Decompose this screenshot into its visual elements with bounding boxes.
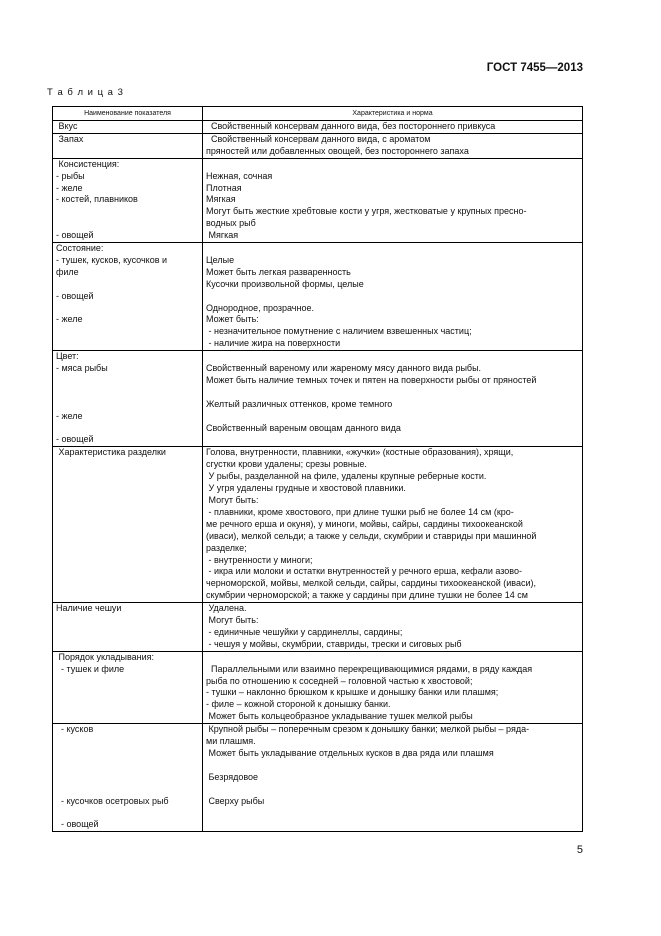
cell-line: - тушек и филе bbox=[56, 663, 125, 674]
cell-line: - икра или молоки и остатки внутренностей у речного ерша, кефали азово- bbox=[206, 566, 522, 577]
indicator-value-cell bbox=[203, 133, 583, 158]
cell-line: Вкус bbox=[56, 121, 78, 131]
cell-line: - плавники, кроме хвостового, при длине тушки рыб не более 14 см (кро- bbox=[206, 506, 514, 517]
cell-line: - мяса рыбы bbox=[56, 363, 108, 374]
indicator-name-cell bbox=[53, 243, 203, 351]
cell-line bbox=[56, 807, 199, 819]
cell-line: - костей, плавников bbox=[56, 194, 138, 205]
cell-line bbox=[56, 760, 199, 772]
cell-line: филе bbox=[56, 266, 79, 277]
table-row bbox=[53, 158, 583, 242]
cell-line: - кусков bbox=[56, 724, 94, 735]
cell-line: Голова, внутренности, плавники, «жучки» (костные образования), хрящи, bbox=[206, 447, 514, 458]
indicator-name-cell bbox=[53, 133, 203, 158]
table-row bbox=[53, 243, 583, 351]
cell-line: Может быть кольцеобразное укладывание тушек мелкой рыбы bbox=[206, 711, 473, 722]
cell-line: Могут быть жесткие хребтовые кости у угря, жестковатые у крупных пресно- bbox=[206, 206, 527, 217]
indicator-value-cell bbox=[203, 603, 583, 652]
indicators-table bbox=[52, 106, 583, 832]
indicator-name-cell bbox=[53, 724, 203, 832]
indicator-name-cell bbox=[53, 603, 203, 652]
cell-line: - наличие жира на поверхности bbox=[206, 338, 341, 349]
indicator-value-cell bbox=[203, 724, 583, 832]
cell-line bbox=[56, 338, 199, 350]
indicator-value-cell bbox=[203, 243, 583, 351]
column-header-name: Наименование показателя bbox=[53, 107, 203, 121]
standard-number: ГОСТ 7455—2013 bbox=[486, 62, 583, 74]
cell-line bbox=[56, 699, 199, 711]
cell-line: водных рыб bbox=[206, 218, 256, 229]
page-number: 5 bbox=[576, 844, 583, 856]
indicator-name-cell bbox=[53, 351, 203, 447]
cell-line: скумбрии черноморской; а также у сардины при длине тушки не более 14 см bbox=[206, 590, 528, 601]
cell-line: - тушки – наклонно брюшком к крышке и донышку банки или плашмя; bbox=[206, 687, 499, 698]
cell-line: Крупной рыбы – поперечным срезом к донышку банки; мелкой рыбы – ряда- bbox=[206, 724, 530, 735]
cell-line: (иваси), мелкой сельди; а также у сельди, скумбрии и ставриды при машинной bbox=[206, 530, 537, 541]
cell-line bbox=[206, 819, 579, 831]
cell-line: Может быть: bbox=[206, 314, 259, 325]
cell-line: Свойственный вареным овощам данного вида bbox=[206, 422, 401, 433]
table-row bbox=[53, 351, 583, 447]
table-row bbox=[53, 603, 583, 652]
cell-line bbox=[56, 375, 199, 387]
cell-line bbox=[56, 218, 199, 230]
indicator-name-cell bbox=[53, 158, 203, 242]
cell-line: Желтый различных оттенков, кроме темного bbox=[206, 398, 393, 409]
cell-line: разделке; bbox=[206, 542, 247, 553]
cell-line: У рыбы, разделанной на филе, удалены крупные реберные кости. bbox=[206, 471, 487, 482]
cell-line: Однородное, прозрачное. bbox=[206, 302, 314, 313]
cell-line: - желе bbox=[56, 410, 83, 421]
cell-line: Нежная, сочная bbox=[206, 170, 273, 181]
cell-line: - кусочков осетровых рыб bbox=[56, 795, 169, 806]
cell-line bbox=[56, 676, 199, 688]
cell-line: Мягкая bbox=[206, 230, 239, 241]
cell-line: Мягкая bbox=[206, 194, 236, 205]
cell-line: Запах bbox=[56, 133, 84, 144]
table-row bbox=[53, 121, 583, 134]
cell-line: - единичные чешуйки у сардинеллы, сардины; bbox=[206, 626, 403, 637]
cell-line: - внутренности у миноги; bbox=[206, 554, 313, 565]
cell-line: Консистенция: bbox=[56, 158, 120, 169]
cell-line bbox=[56, 206, 199, 218]
cell-line bbox=[56, 687, 199, 699]
cell-line: Свойственный консервам данного вида, с ароматом bbox=[206, 133, 431, 144]
cell-line bbox=[206, 808, 579, 820]
table-body bbox=[53, 121, 583, 832]
cell-line bbox=[56, 748, 199, 760]
cell-line: Порядок укладывания: bbox=[56, 651, 155, 662]
cell-line bbox=[206, 784, 579, 796]
cell-line: Безрядовое bbox=[206, 771, 259, 782]
cell-line: Удалена. bbox=[206, 603, 247, 614]
cell-line bbox=[206, 434, 579, 446]
cell-line: Свойственный консервам данного вида, без постороннего привкуса bbox=[206, 121, 496, 131]
indicator-value-cell bbox=[203, 447, 583, 603]
cell-line: Характеристика разделки bbox=[56, 447, 166, 458]
cell-line bbox=[206, 387, 579, 399]
cell-line: - рыбы bbox=[56, 170, 85, 181]
table-row bbox=[53, 724, 583, 832]
cell-line bbox=[56, 399, 199, 411]
cell-line: - чешуя у мойвы, скумбрии, ставриды, трески и сиговых рыб bbox=[206, 638, 462, 649]
cell-line: - овощей bbox=[56, 819, 99, 830]
cell-line: Целые bbox=[206, 254, 235, 265]
cell-line: Могут быть: bbox=[206, 494, 259, 505]
cell-line: - тушек, кусков, кусочков и bbox=[56, 254, 168, 265]
cell-line: Состояние: bbox=[56, 243, 104, 254]
cell-line: Цвет: bbox=[56, 351, 79, 362]
cell-line: - овощей bbox=[56, 290, 94, 301]
indicator-name-cell bbox=[53, 447, 203, 603]
cell-line bbox=[56, 423, 199, 435]
cell-line: Кусочки произвольной формы, целые bbox=[206, 278, 364, 289]
indicator-value-cell bbox=[203, 158, 583, 242]
cell-line bbox=[206, 760, 579, 772]
table-header-row bbox=[53, 107, 583, 121]
cell-line bbox=[206, 351, 579, 363]
cell-line bbox=[56, 326, 199, 338]
indicator-name-cell bbox=[53, 121, 203, 134]
cell-line bbox=[206, 291, 579, 303]
cell-line: Параллельными или взаимно перекрещивающимися рядами, в ряду каждая bbox=[206, 663, 533, 674]
cell-line: У угря удалены грудные и хвостовой плавники. bbox=[206, 483, 406, 494]
cell-line: Свойственный вареному или жареному мясу данного вида рыбы. bbox=[206, 363, 482, 374]
cell-line bbox=[56, 303, 199, 315]
cell-line bbox=[56, 772, 199, 784]
cell-line: ме речного ерша и окуня), у миноги, мойвы, сайры, сардины тихоокеанской bbox=[206, 518, 523, 529]
cell-line: рыба по отношению к соседней – головной частью к хвостовой; bbox=[206, 675, 473, 686]
indicator-value-cell bbox=[203, 121, 583, 134]
cell-line: Могут быть: bbox=[206, 615, 259, 626]
cell-line: - филе – кожной стороной к донышку банки. bbox=[206, 699, 391, 710]
cell-line: - овощей bbox=[56, 230, 94, 241]
cell-line: Может быть наличие темных точек и пятен на поверхности рыбы от пряностей bbox=[206, 374, 537, 385]
column-header-value: Характеристика и норма bbox=[203, 107, 583, 121]
cell-line: Плотная bbox=[206, 182, 242, 193]
cell-line: Сверху рыбы bbox=[206, 795, 265, 806]
indicator-value-cell bbox=[203, 651, 583, 723]
cell-line bbox=[56, 387, 199, 399]
indicator-value-cell bbox=[203, 351, 583, 447]
indicator-name-cell bbox=[53, 651, 203, 723]
table-row bbox=[53, 651, 583, 723]
table-row bbox=[53, 133, 583, 158]
cell-line: - незначительное помутнение с наличием взвешенных частиц; bbox=[206, 326, 472, 337]
cell-line bbox=[206, 243, 579, 255]
cell-line: - овощей bbox=[56, 434, 94, 445]
cell-line: - желе bbox=[56, 314, 83, 325]
cell-line bbox=[206, 159, 579, 171]
cell-line bbox=[56, 784, 199, 796]
cell-line: Наличие чешуи bbox=[56, 603, 122, 614]
cell-line bbox=[56, 736, 199, 748]
cell-line: черноморской, мойвы, мелкой сельди, сайры, сардины тихоокеанской (иваси), bbox=[206, 578, 536, 589]
cell-line: Может быть легкая разваренность bbox=[206, 266, 351, 277]
cell-line: ми плашмя. bbox=[206, 736, 256, 747]
cell-line bbox=[206, 411, 579, 423]
table-row bbox=[53, 447, 583, 603]
cell-line bbox=[206, 652, 579, 664]
cell-line: пряностей или добавленных овощей, без постороннего запаха bbox=[206, 145, 469, 156]
cell-line: - желе bbox=[56, 182, 83, 193]
cell-line bbox=[56, 279, 199, 291]
cell-line: сгустки крови удалены; срезы ровные. bbox=[206, 459, 367, 470]
table-caption: Т а б л и ц а 3 bbox=[47, 87, 124, 98]
cell-line: Может быть укладывание отдельных кусков в два ряда или плашмя bbox=[206, 748, 494, 758]
cell-line bbox=[56, 711, 199, 723]
